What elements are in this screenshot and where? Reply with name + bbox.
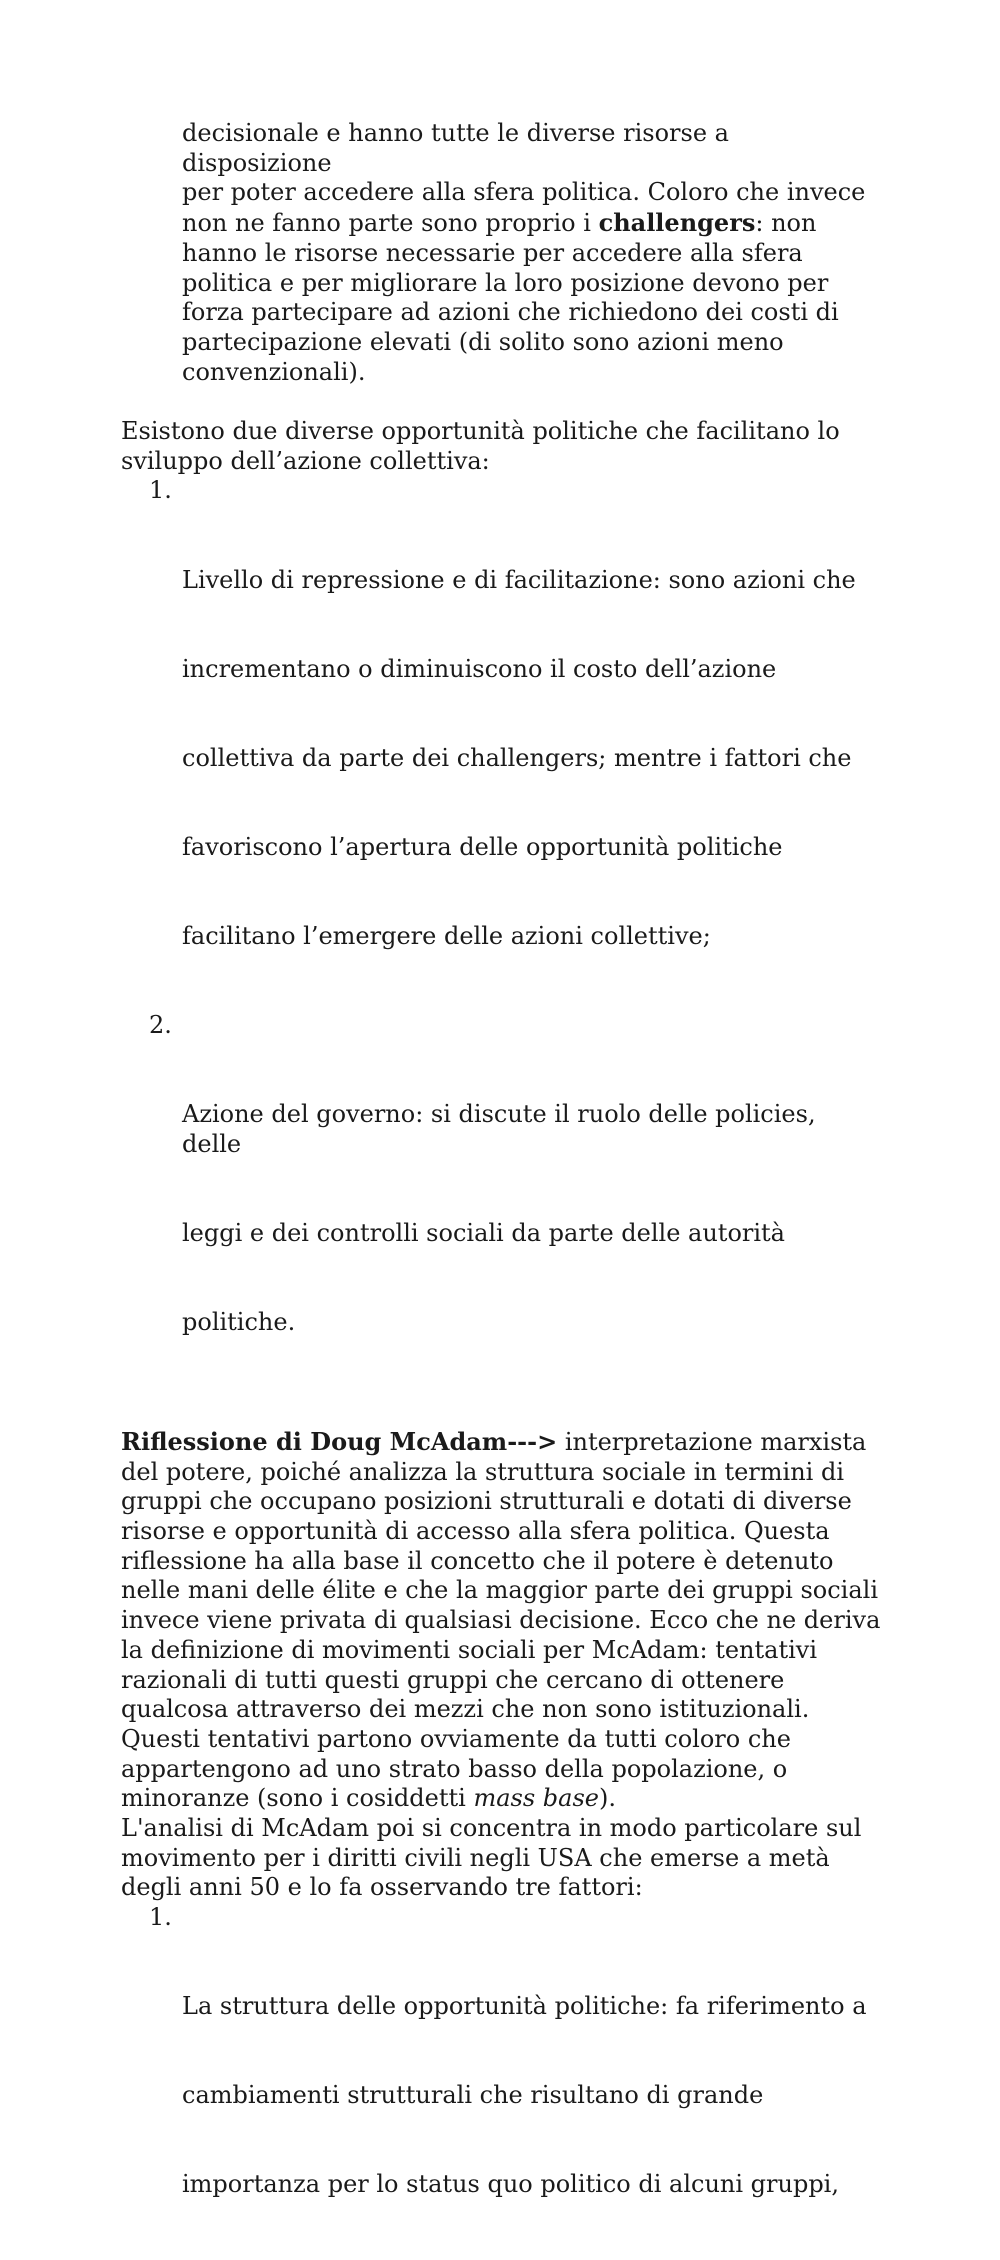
text-line: importanza per lo status quo politico di alcuni gruppi,	[182, 2170, 839, 2199]
text-line: sviluppo dell’azione collettiva:	[121, 446, 490, 475]
list-number: 1.	[149, 1903, 172, 1932]
factors-list	[121, 1903, 881, 2259]
text-run: : non	[755, 209, 817, 238]
text-line: politica e per migliorare la loro posizione devono per	[182, 268, 829, 297]
text-line: nelle mani delle élite e che la maggior parte dei gruppi sociali	[121, 1576, 879, 1605]
text-line: facilitano l’emergere delle azioni collettive;	[182, 921, 711, 950]
text-run: minoranze (sono i cosiddetti	[121, 1784, 474, 1813]
document-page	[121, 119, 881, 2260]
text-line: collettiva da parte dei challengers; mentre i fattori che	[182, 743, 852, 772]
opportunities-section	[121, 417, 881, 1397]
text-line: decisionale e hanno tutte le diverse risorse a disposizione	[182, 119, 737, 177]
paragraph-gap	[121, 387, 881, 417]
mcadam-section	[121, 1427, 881, 2260]
text-line: politiche.	[182, 1308, 296, 1337]
text-line: del potere, poiché analizza la struttura sociale in termini di	[121, 1457, 845, 1486]
list-item	[121, 476, 881, 1011]
paragraph-gap	[121, 1397, 881, 1427]
text-line	[121, 1427, 881, 1458]
text-line: Questi tentativi partono ovviamente da tutti coloro che	[121, 1724, 791, 1753]
text-line: cambiamenti strutturali che risultano di grande	[182, 2081, 764, 2110]
mass-base-term: mass base	[473, 1784, 599, 1813]
text-line: razionali di tutti questi gruppi che cercano di ottenere	[121, 1665, 785, 1694]
text-line: Esistono due diverse opportunità politiche che facilitano lo	[121, 417, 840, 446]
text-run: interpretazione marxista	[557, 1427, 867, 1456]
text-line: convenzionali).	[182, 357, 366, 386]
text-line: forza partecipare ad azioni che richiedono dei costi di	[182, 298, 839, 327]
text-run: ).	[598, 1784, 616, 1813]
list-number: 1.	[149, 476, 172, 505]
text-run: non ne fanno parte sono proprio i	[182, 209, 599, 238]
challengers-term: challengers	[598, 208, 756, 238]
text-line: Livello di repressione e di facilitazione: sono azioni che	[182, 565, 856, 594]
text-line: La struttura delle opportunità politiche: fa riferimento a	[182, 1992, 867, 2021]
list-item	[121, 1011, 881, 1397]
text-line: appartengono ad uno strato basso della popolazione, o	[121, 1754, 788, 1783]
text-line: Azione del governo: si discute il ruolo delle policies, delle	[182, 1100, 824, 1158]
text-line: partecipazione elevati (di solito sono azioni meno	[182, 327, 784, 356]
opportunities-list	[121, 476, 881, 1397]
text-line	[121, 1784, 881, 1814]
list-number: 2.	[149, 1011, 172, 1040]
section-heading: Riflessione di Doug McAdam--->	[121, 1426, 558, 1456]
list-item	[121, 1903, 881, 2259]
text-line: favoriscono l’apertura delle opportunità politiche	[182, 832, 783, 861]
text-line: riflessione ha alla base il concetto che il potere è detenuto	[121, 1546, 834, 1575]
text-line: invece viene privata di qualsiasi decisione. Ecco che ne deriva	[121, 1606, 881, 1635]
text-line: degli anni 50 e lo fa osservando tre fattori:	[121, 1873, 643, 1902]
text-line: movimento per i diritti civili negli USA che emerse a metà	[121, 1843, 830, 1872]
text-line: qualcosa attraverso dei mezzi che non sono istituzionali.	[121, 1695, 810, 1724]
text-line	[182, 208, 881, 239]
text-line: gruppi che occupano posizioni strutturali e dotati di diverse	[121, 1487, 852, 1516]
text-line: incrementano o diminuiscono il costo dell’azione	[182, 654, 777, 683]
continued-paragraph	[182, 119, 881, 387]
text-line: per poter accedere alla sfera politica. Coloro che invece	[182, 178, 866, 207]
text-line: risorse e opportunità di accesso alla sfera politica. Questa	[121, 1517, 830, 1546]
text-line: la definizione di movimenti sociali per McAdam: tentativi	[121, 1635, 817, 1664]
text-line: leggi e dei controlli sociali da parte delle autorità	[182, 1219, 785, 1247]
text-line: L'analisi di McAdam poi si concentra in modo particolare sul	[121, 1814, 862, 1843]
text-line: hanno le risorse necessarie per accedere alla sfera	[182, 238, 803, 267]
